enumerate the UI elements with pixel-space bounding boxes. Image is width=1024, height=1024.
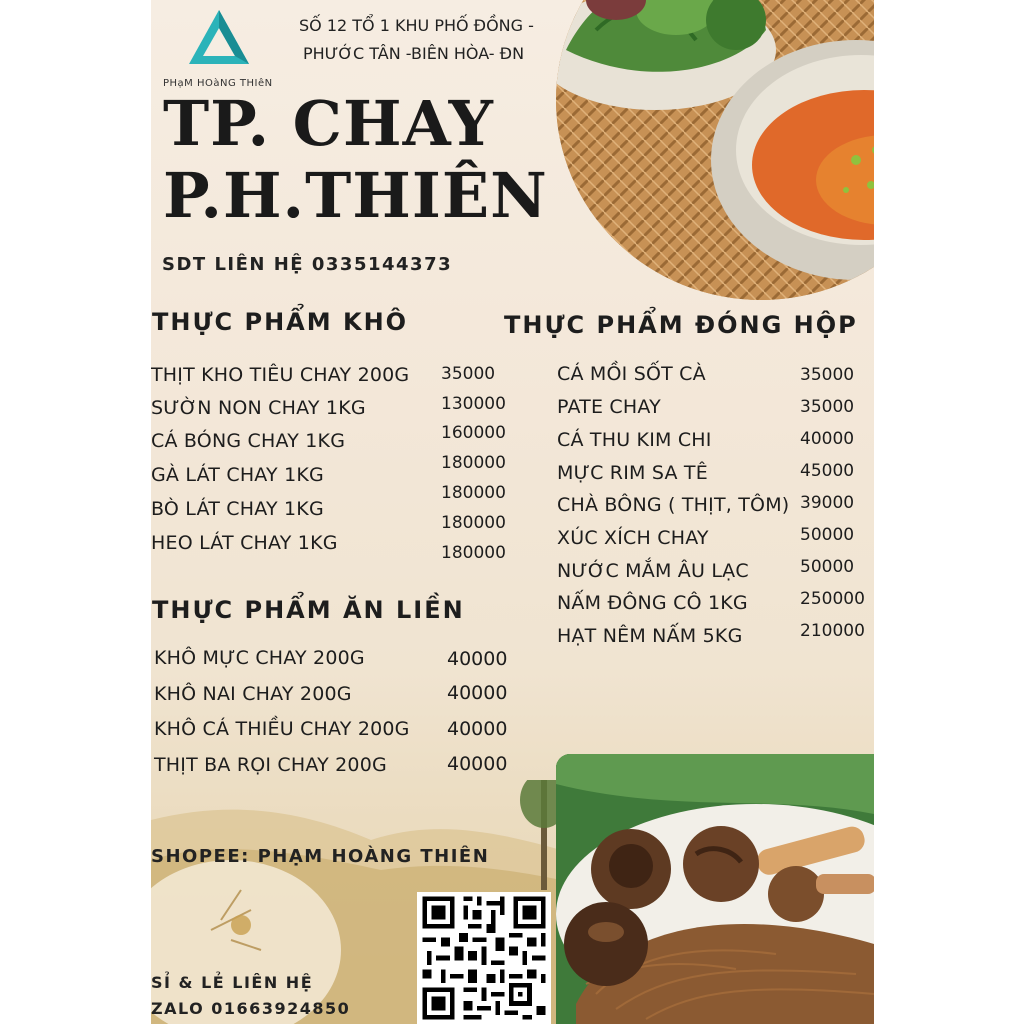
list-item-price: 130000: [441, 394, 506, 414]
list-item-name: PATE CHAY: [557, 396, 661, 418]
list-item-price: 50000: [800, 557, 855, 577]
list-item-price: 250000: [800, 589, 865, 609]
qr-code[interactable]: [417, 892, 551, 1024]
wholesale-contact: [151, 970, 350, 1022]
list-item-price: 39000: [800, 493, 855, 513]
list-item-price: 35000: [800, 397, 855, 417]
brand-logo: [187, 8, 251, 68]
list-item-name: HẠT NÊM NẤM 5KG: [557, 625, 743, 647]
address: [299, 12, 534, 68]
list-item-price: 40000: [447, 718, 508, 740]
logo-name: PHạM HOàNG THIêN: [163, 78, 273, 89]
list-item-price: 35000: [800, 365, 855, 385]
section-title-canned: THỰC PHẨM ĐÓNG HỘP: [504, 311, 858, 339]
list-item-price: 40000: [800, 429, 855, 449]
soup-photo: [556, 0, 874, 300]
list-item-name: MỰC RIM SA TÊ: [557, 462, 708, 484]
list-item-name: NƯỚC MẮM ÂU LẠC: [557, 560, 749, 582]
qr-code-icon: [417, 892, 551, 1024]
list-item-price: 180000: [441, 483, 506, 503]
list-item-price: 180000: [441, 513, 506, 533]
list-item-name: HEO LÁT CHAY 1KG: [151, 532, 338, 554]
shopee-label: SHOPEE: PHẠM HOÀNG THIÊN: [151, 846, 490, 867]
list-item-name: CÁ MỒI SỐT CÀ: [557, 363, 706, 385]
page-title: [163, 88, 548, 232]
soup-illustration: [556, 0, 874, 300]
list-item-name: THỊT KHO TIÊU CHAY 200G: [151, 364, 410, 386]
mushroom-floss-illustration: [556, 754, 874, 1024]
list-item-name: XÚC XÍCH CHAY: [557, 527, 709, 549]
address-line-2: PHƯỚC TÂN -BIÊN HÒA- ĐN: [303, 44, 525, 63]
list-item-name: GÀ LÁT CHAY 1KG: [151, 464, 324, 486]
list-item-name: CHÀ BÔNG ( THỊT, TÔM): [557, 494, 790, 516]
list-item-price: 180000: [441, 543, 506, 563]
list-item-name: NẤM ĐÔNG CÔ 1KG: [557, 592, 748, 614]
section-title-instant: THỰC PHẨM ĂN LIỀN: [152, 596, 465, 624]
list-item-name: THỊT BA RỌI CHAY 200G: [154, 754, 387, 776]
list-item-name: KHÔ CÁ THIỀU CHAY 200G: [154, 718, 410, 740]
list-item-name: KHÔ MỰC CHAY 200G: [154, 647, 365, 669]
mushroom-photo: [556, 754, 874, 1024]
list-item-price: 160000: [441, 423, 506, 443]
list-item-price: 35000: [441, 364, 496, 384]
menu-poster: [151, 0, 874, 1024]
list-item-name: CÁ BÓNG CHAY 1KG: [151, 430, 346, 452]
list-item-price: 40000: [447, 682, 508, 704]
title-line-2: P.H.THIÊN: [163, 159, 548, 232]
list-item-name: KHÔ NAI CHAY 200G: [154, 683, 352, 705]
wholesale-line-1: SỈ & LẺ LIÊN HỆ: [151, 973, 314, 992]
list-item-price: 50000: [800, 525, 855, 545]
wholesale-line-2: ZALO 01663924850: [151, 999, 351, 1018]
list-item-price: 210000: [800, 621, 865, 641]
list-item-name: SƯỜN NON CHAY 1KG: [151, 397, 366, 419]
section-title-dry: THỰC PHẨM KHÔ: [152, 308, 409, 336]
list-item-price: 180000: [441, 453, 506, 473]
list-item-price: 45000: [800, 461, 855, 481]
list-item-name: BÒ LÁT CHAY 1KG: [151, 498, 324, 520]
list-item-name: CÁ THU KIM CHI: [557, 429, 712, 451]
list-item-price: 40000: [447, 753, 508, 775]
title-line-1: TP. CHAY: [163, 87, 494, 160]
triangle-logo-icon: [187, 8, 251, 68]
contact-phone: SDT LIÊN HỆ 0335144373: [162, 254, 453, 275]
address-line-1: SỐ 12 TỔ 1 KHU PHỐ ĐỒNG -: [299, 16, 534, 35]
list-item-price: 40000: [447, 648, 508, 670]
